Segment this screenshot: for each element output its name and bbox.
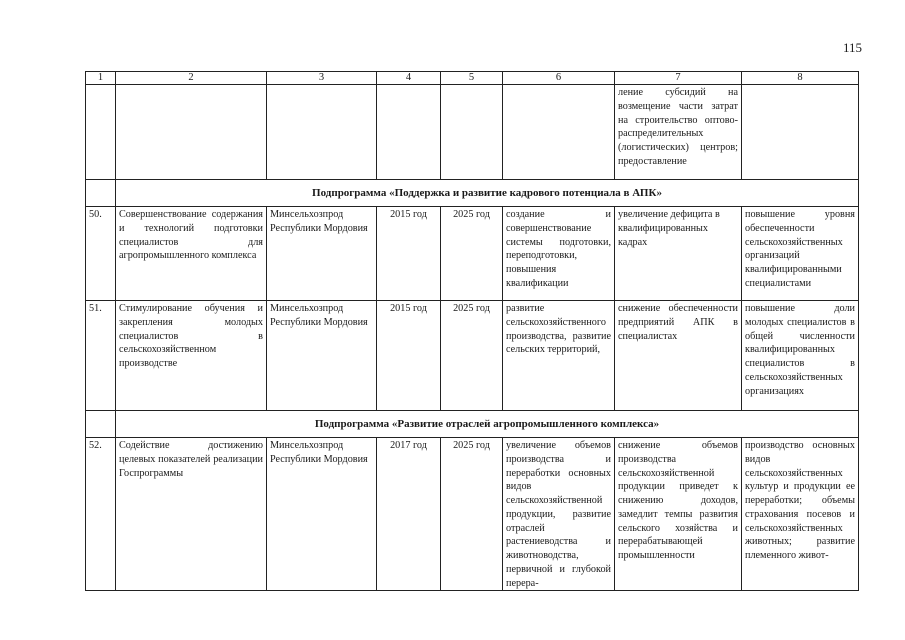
table-row [86,438,859,591]
cell-indicators: производство основных видов сельскохозяйственных культур и продукции ее переработки; объемы страхования посевов и сельскохозяйственных животных; развитие племенного живот- [742,438,859,591]
cell-expected-result: развитие сельскохозяйственного производства, развитие сельских территорий, [503,301,615,411]
cell-start-year: 2015 год [377,301,441,411]
column-header: 8 [742,72,859,85]
cell-executor: Минсельхозпрод Республики Мордовия [267,207,377,301]
column-header: 2 [116,72,267,85]
cell-expected-result: увеличение объемов производства и переработки основных видов сельскохозяйственной продукции, развитие отраслей растениеводства и животноводства, первичной и глубокой перера- [503,438,615,591]
measures-table [85,71,859,591]
cell-end-year: 2025 год [441,207,503,301]
cell-number: 52. [86,438,116,591]
table-row [86,301,859,411]
cell-indicators: повышение уровня обеспеченности сельскохозяйственных организаций квалифицированными специалистами [742,207,859,301]
cell-end-year: 2025 год [441,438,503,591]
cell-consequences: увеличение дефицита в квалифицированных кадрах [615,207,742,301]
page-number: 115 [843,40,863,55]
cell-start-year: 2017 год [377,438,441,591]
cell-consequences: снижение обеспеченности предприятий АПК в специалистах [615,301,742,411]
column-header: 3 [267,72,377,85]
cell-expected-result: создание и совершенствование системы подготовки, переподготовки, повышения квалификации [503,207,615,301]
cell-executor: Минсельхозпрод Республики Мордовия [267,438,377,591]
column-number-row [86,72,859,85]
cell-measure-name: Содействие достижению целевых показателей реализации Госпрограммы [116,438,267,591]
column-header: 4 [377,72,441,85]
cell-number: 50. [86,207,116,301]
cell-measure-name: Стимулирование обучения и закрепления молодых специалистов в сельскохозяйственном производстве [116,301,267,411]
column-header: 6 [503,72,615,85]
column-header: 1 [86,72,116,85]
cell-measure-name: Совершенствование содержания и технологий подготовки специалистов для агропромышленного комплекса [116,207,267,301]
section-title: Подпрограмма «Развитие отраслей агропромышленного комплекса» [116,411,859,438]
section-row [86,180,859,207]
cell-consequences: ление субсидий на возмещение части затрат на строительство оптово-распределительных (логистических) центров; предоставление [615,85,742,180]
cell-number: 51. [86,301,116,411]
cell-indicators: повышение доли молодых специалистов в общей численности квалифицированных специалистов в сельскохозяйственных организациях [742,301,859,411]
section-row [86,411,859,438]
column-header: 7 [615,72,742,85]
cell-end-year: 2025 год [441,301,503,411]
section-title: Подпрограмма «Поддержка и развитие кадрового потенциала в АПК» [116,180,859,207]
continuation-row [86,85,859,180]
cell-executor: Минсельхозпрод Республики Мордовия [267,301,377,411]
cell-consequences: снижение объемов производства сельскохозяйственной продукции приведет к снижению доходов, замедлит темпы развития сельского хозяйства и перерабатывающей промышленности [615,438,742,591]
cell-start-year: 2015 год [377,207,441,301]
column-header: 5 [441,72,503,85]
table-row [86,207,859,301]
